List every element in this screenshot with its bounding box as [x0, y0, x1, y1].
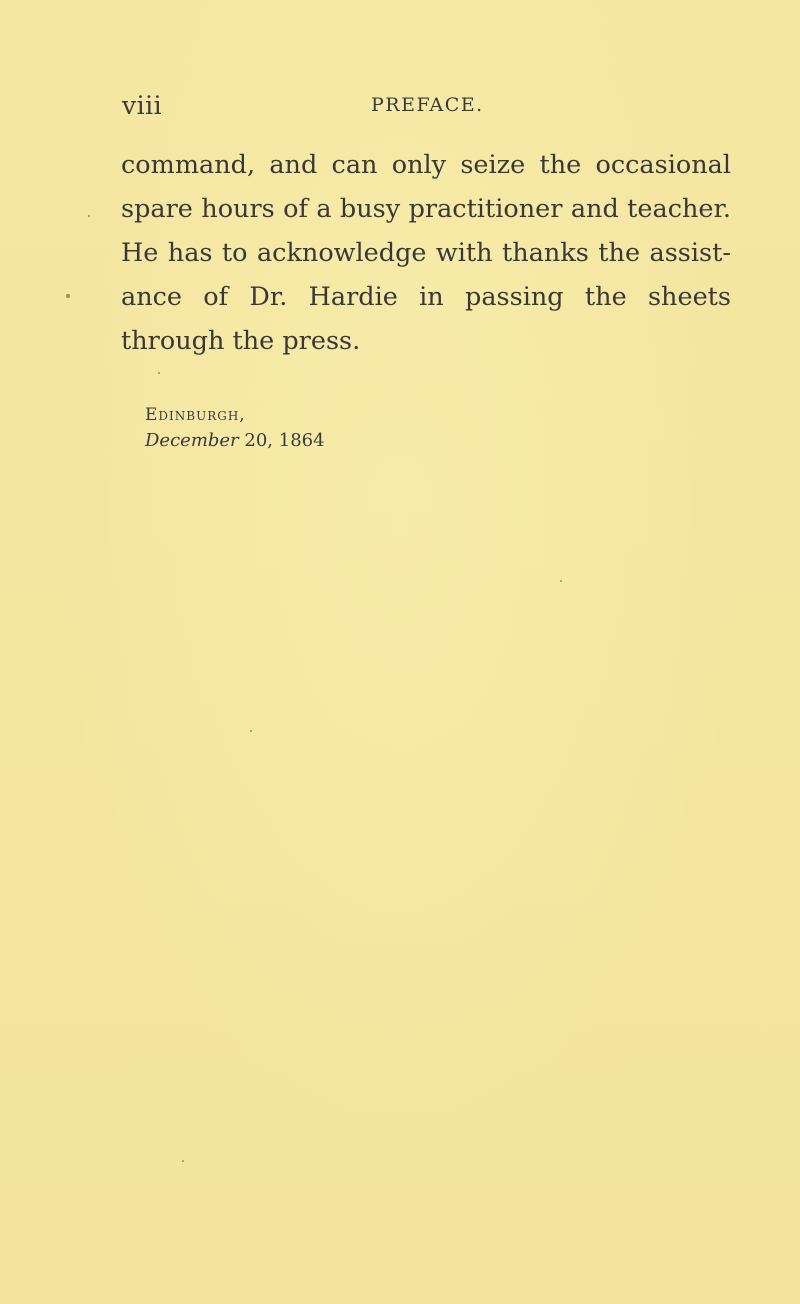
place-name: Edinburgh, [145, 405, 246, 425]
paper-speck [560, 580, 562, 582]
paper-speck [88, 215, 90, 217]
text-line: He has to acknowledge with thanks the assist- [121, 238, 731, 268]
date-line [145, 428, 325, 454]
preface-paragraph [121, 143, 731, 363]
paper-speck [158, 372, 160, 374]
date-day-year: 20, 1864 [244, 430, 325, 451]
page-number: viii [122, 91, 163, 120]
text-line: through the press. [121, 326, 361, 356]
paper-speck [66, 294, 70, 298]
text-line: spare hours of a busy practitioner and teacher. [121, 194, 731, 224]
paper-speck [182, 1160, 184, 1162]
date-month: December [145, 430, 239, 451]
paper-speck [250, 730, 252, 732]
text-line: command, and can only seize the occasional [121, 150, 731, 180]
running-head-title: PREFACE. [371, 94, 484, 116]
text-line: ance of Dr. Hardie in passing the sheets [121, 282, 731, 312]
signature-block [145, 402, 325, 454]
running-head [122, 91, 728, 123]
